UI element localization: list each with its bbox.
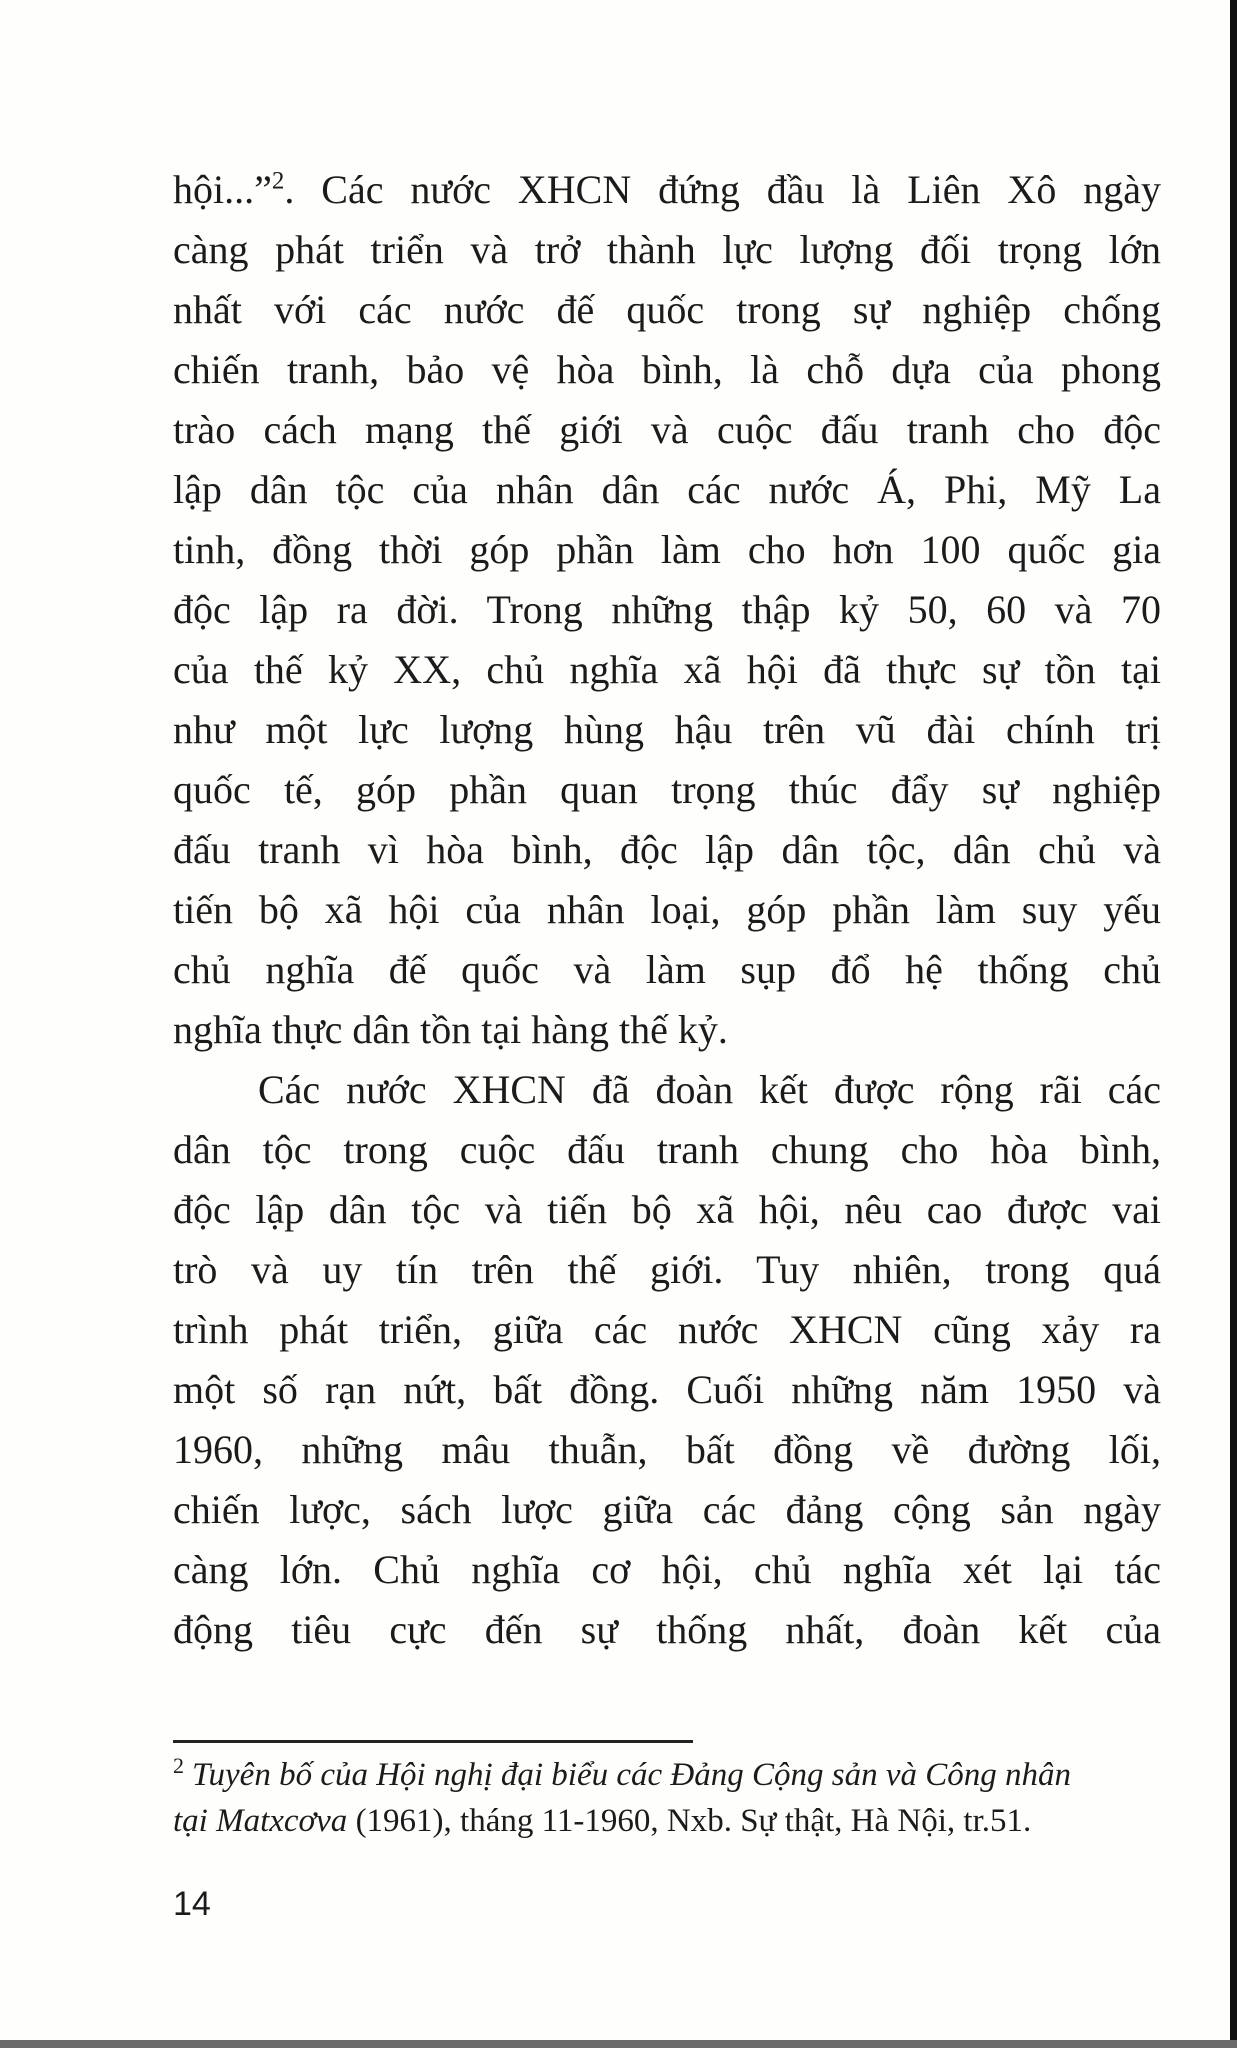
body-line: trình phát triển, giữa các nước XHCN cũng xảy ra [173,1307,1161,1352]
footnote-citation: (1961), tháng 11-1960, Nxb. Sự thật, Hà Nội, tr.51. [347,1803,1032,1839]
body-line-paragraph-start: Các nước XHCN đã đoàn kết được rộng rãi các [258,1067,1161,1112]
footnote-line [173,1752,1171,1798]
body-line-text: hội...” [173,167,272,212]
body-line: tinh, đồng thời góp phần làm cho hơn 100 quốc gia [173,527,1161,572]
body-line: chiến lược, sách lược giữa các đảng cộng sản ngày [173,1487,1161,1532]
body-line: quốc tế, góp phần quan trọng thúc đẩy sự nghiệp [173,767,1161,812]
page-bottom-edge-shadow [0,2040,1237,2048]
footnote-line [173,1798,1171,1844]
body-line: 1960, những mâu thuẫn, bất đồng về đường lối, [173,1427,1161,1472]
body-line: độc lập dân tộc và tiến bộ xã hội, nêu cao được vai [173,1187,1161,1232]
footnote-reference: 2 [271,167,285,195]
body-line: lập dân tộc của nhân dân các nước Á, Phi, Mỹ La [173,467,1161,512]
body-line: của thế kỷ XX, chủ nghĩa xã hội đã thực sự tồn tại [173,647,1161,692]
footnote [173,1752,1171,1844]
body-line: một số rạn nứt, bất đồng. Cuối những năm 1950 và [173,1367,1161,1412]
body-line: độc lập ra đời. Trong những thập kỷ 50, 60 và 70 [173,587,1161,632]
body-text [173,160,1161,1660]
body-line: dân tộc trong cuộc đấu tranh chung cho hòa bình, [173,1127,1161,1172]
footnote-title-cont: tại Matxcơva [173,1803,348,1839]
body-line: động tiêu cực đến sự thống nhất, đoàn kết của [173,1607,1161,1652]
body-line: trào cách mạng thế giới và cuộc đấu tranh cho độc [173,407,1161,452]
body-line [173,160,1161,220]
page-right-edge-shadow [1230,0,1237,2048]
body-line: tiến bộ xã hội của nhân loại, góp phần làm suy yếu [173,887,1161,932]
body-line-text: . Các nước XHCN đứng đầu là Liên Xô ngày [284,167,1161,212]
body-line: càng lớn. Chủ nghĩa cơ hội, chủ nghĩa xét lại tác [173,1547,1161,1592]
body-line: chiến tranh, bảo vệ hòa bình, là chỗ dựa của phong [173,347,1161,392]
body-line: trò và uy tín trên thế giới. Tuy nhiên, trong quá [173,1247,1161,1292]
footnote-title: Tuyên bố của Hội nghị đại biểu các Đảng Cộng sản và Công nhân [192,1757,1072,1793]
footnote-marker: 2 [173,1753,184,1778]
body-line: nhất với các nước đế quốc trong sự nghiệp chống [173,287,1161,332]
body-line: nghĩa thực dân tồn tại hàng thế kỷ. [173,1007,728,1052]
body-line: chủ nghĩa đế quốc và làm sụp đổ hệ thống chủ [173,947,1161,992]
footnote-separator [173,1740,693,1743]
body-line: đấu tranh vì hòa bình, độc lập dân tộc, dân chủ và [173,827,1161,872]
page-number: 14 [173,1885,211,1923]
body-line: như một lực lượng hùng hậu trên vũ đài chính trị [173,707,1161,752]
body-line: càng phát triển và trở thành lực lượng đối trọng lớn [173,227,1161,272]
